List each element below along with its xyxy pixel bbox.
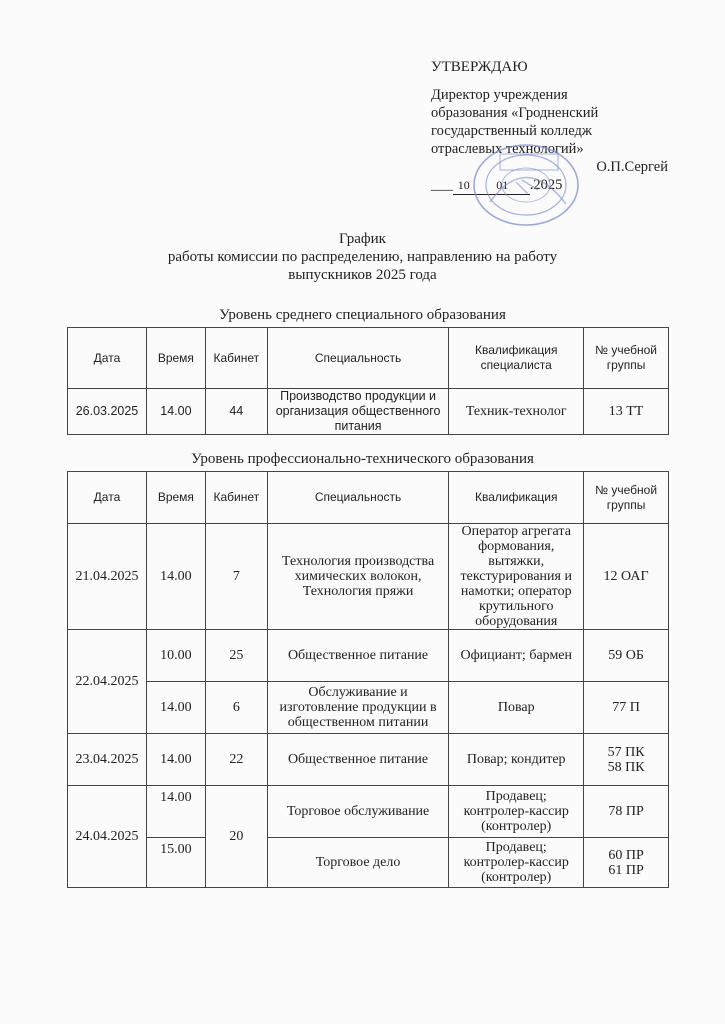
group-value: 57 ПК [607,744,645,760]
qualification-cell: Продавец; контролер-кассир (контролер) [449,838,584,888]
table-row [68,630,669,682]
table-header-row [68,328,669,389]
approval-heading: УТВЕРЖДАЮ [431,59,528,75]
room-cell: 6 [205,682,267,734]
date-cell: 23.04.2025 [68,734,147,786]
schedule-table-secondary [67,327,669,435]
group-value: 58 ПК [607,759,645,775]
column-header: Кабинет [205,328,267,389]
column-header: Время [146,472,205,524]
time-cell: 14.00 [146,786,205,838]
qualification-cell: Повар [449,682,584,734]
date-cell: 21.04.2025 [68,524,147,630]
room-cell: 7 [205,524,267,630]
room-cell: 44 [205,389,267,435]
approval-line: Директор учреждения [431,87,568,103]
specialty-cell: Торговое дело [267,838,449,888]
column-header: Квалификация специалиста [449,328,584,389]
specialty-cell: Общественное питание [267,734,449,786]
date-day: 10 [453,176,475,195]
group-value: 61 ПР [608,862,644,878]
column-header: Дата [68,328,147,389]
room-cell: 20 [205,786,267,888]
table-row [68,838,669,888]
date-year: .2025 [529,177,563,193]
date-cell: 26.03.2025 [68,389,147,435]
date-cell: 24.04.2025 [68,786,147,888]
group-cell: 59 ОБ [584,630,669,682]
qualification-cell: Официант; бармен [449,630,584,682]
column-header: Время [146,328,205,389]
approval-line: государственный колледж [431,123,592,139]
specialty-cell: Производство продукции и организация общественного питания [267,389,449,435]
group-cell: 12 ОАГ [584,524,669,630]
time-cell: 14.00 [146,389,205,435]
specialty-cell: Обслуживание и изготовление продукции в общественном питании [267,682,449,734]
document-title: График [339,231,386,247]
time-cell: 10.00 [146,630,205,682]
document-subtitle-line: выпускников 2025 года [288,267,437,283]
table-row [68,389,669,435]
group-cell: 77 П [584,682,669,734]
time-cell: 14.00 [146,682,205,734]
date-month: 01 [475,176,530,195]
section-heading: Уровень профессионально-технического образования [191,451,534,467]
table-row [68,734,669,786]
group-cell: 13 ТТ [584,389,669,435]
table-header-row [68,472,669,524]
group-cell [584,838,669,888]
qualification-cell: Техник-технолог [449,389,584,435]
date-cell: 22.04.2025 [68,630,147,734]
specialty-cell: Технология производства химических волокон, Технология пряжи [267,524,449,630]
column-header: Дата [68,472,147,524]
column-header: Специальность [267,328,449,389]
signature-name: О.П.Сергей [596,159,668,175]
date-underline: ___ [431,177,453,193]
approval-line: отраслевых технологий» [431,141,584,157]
qualification-cell: Продавец; контролер-кассир (контролер) [449,786,584,838]
column-header: Специальность [267,472,449,524]
time-cell: 15.00 [146,838,205,888]
approval-line: образования «Гродненский [431,105,599,121]
section-heading: Уровень среднего специального образования [219,307,506,323]
column-header: № учебной группы [584,472,669,524]
schedule-table-vocational [67,471,669,888]
document-subtitle-line: работы комиссии по распределению, направлению на работу [167,249,558,265]
column-header: Кабинет [205,472,267,524]
table-row [68,524,669,630]
official-stamp [470,142,582,228]
room-cell: 22 [205,734,267,786]
qualification-cell: Повар; кондитер [449,734,584,786]
column-header: № учебной группы [584,328,669,389]
qualification-cell: Оператор агрегата формования, вытяжки, текстурирования и намотки; оператор крутильного оборудования [449,524,584,630]
table-row [68,786,669,838]
specialty-cell: Общественное питание [267,630,449,682]
specialty-cell: Торговое обслуживание [267,786,449,838]
time-cell: 14.00 [146,524,205,630]
time-cell: 14.00 [146,734,205,786]
group-cell [584,734,669,786]
group-value: 60 ПР [608,847,644,863]
group-cell: 78 ПР [584,786,669,838]
table-row [68,682,669,734]
room-cell: 25 [205,630,267,682]
column-header: Квалификация [449,472,584,524]
